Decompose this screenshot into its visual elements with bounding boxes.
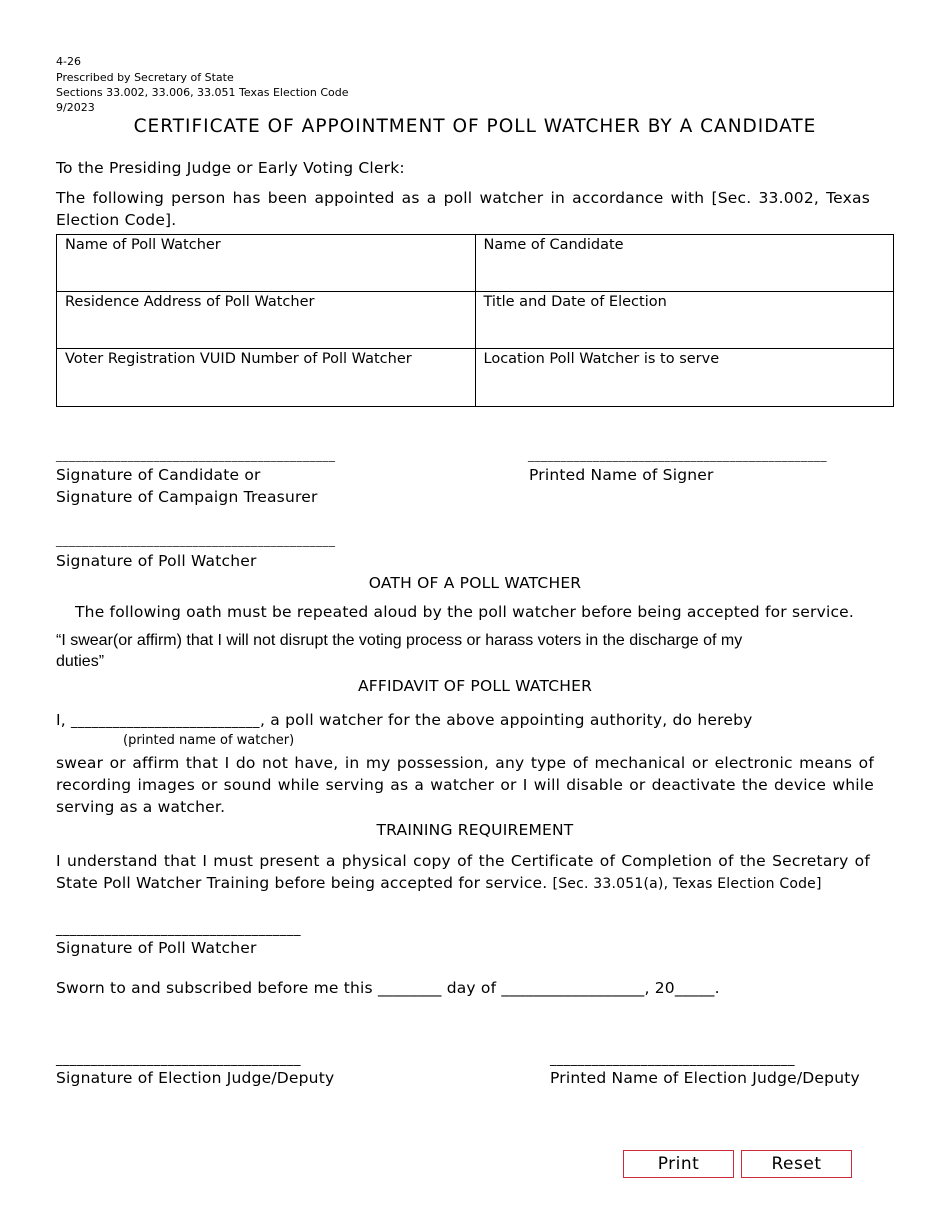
poll-watcher-name-field[interactable] bbox=[57, 235, 476, 292]
signer-name-label: Printed Name of Signer bbox=[529, 466, 714, 484]
intro-line-1: The following person has been appointed as a poll watcher in accordance with [Sec. 33.002, Texas bbox=[56, 189, 870, 207]
residence-address-label: Residence Address of Poll Watcher bbox=[65, 294, 315, 310]
election-title-date-field[interactable] bbox=[475, 292, 894, 349]
affidavit-line-1-rest: , a poll watcher for the above appointing authority, do hereby bbox=[260, 711, 753, 729]
judge-name-line[interactable]: ___________________________________ bbox=[550, 1052, 795, 1067]
candidate-name-label: Name of Candidate bbox=[483, 237, 624, 253]
intro-line-2: Election Code]. bbox=[56, 211, 177, 229]
vuid-number-label: Voter Registration VUID Number of Poll Watcher bbox=[65, 351, 412, 367]
watcher-printed-name-blank[interactable]: ___________________________ bbox=[71, 714, 261, 729]
candidate-signature-line[interactable]: ___________________________________________ bbox=[56, 448, 336, 462]
statute-sections: Sections 33.002, 33.006, 33.051 Texas Election Code bbox=[56, 86, 349, 99]
sworn-statement[interactable]: Sworn to and subscribed before me this ________ day of __________________, 20_____. bbox=[56, 979, 720, 997]
watcher-signature-label: Signature of Poll Watcher bbox=[56, 552, 257, 570]
candidate-name-field[interactable] bbox=[475, 235, 894, 292]
vuid-number-field[interactable] bbox=[57, 349, 476, 407]
affidavit-line-2: swear or affirm that I do not have, in my possession, any type of mechanical or electronic means of bbox=[56, 754, 874, 772]
training-line-1: I understand that I must present a physical copy of the Certificate of Completion of the Secretary of bbox=[56, 852, 870, 870]
oath-text-line-2: duties” bbox=[56, 653, 105, 670]
judge-signature-line[interactable]: ___________________________________ bbox=[56, 1052, 301, 1067]
revision-date: 9/2023 bbox=[56, 101, 95, 114]
affidavit-prefix: I, bbox=[56, 711, 72, 729]
oath-heading: OATH OF A POLL WATCHER bbox=[368, 574, 582, 592]
poll-watcher-name-label: Name of Poll Watcher bbox=[65, 237, 221, 253]
oath-instruction: The following oath must be repeated aloud by the poll watcher before being accepted for service. bbox=[75, 603, 855, 621]
candidate-signature-label-2: Signature of Campaign Treasurer bbox=[56, 488, 318, 506]
serve-location-label: Location Poll Watcher is to serve bbox=[483, 351, 720, 367]
residence-address-field[interactable] bbox=[57, 292, 476, 349]
serve-location-field[interactable] bbox=[475, 349, 894, 407]
judge-signature-label: Signature of Election Judge/Deputy bbox=[56, 1069, 335, 1087]
signer-name-line[interactable]: ______________________________________________ bbox=[528, 448, 827, 462]
form-number: 4-26 bbox=[56, 55, 81, 68]
watcher-signature-line-2[interactable]: ___________________________________ bbox=[56, 922, 301, 937]
page-title: CERTIFICATE OF APPOINTMENT OF POLL WATCHER BY A CANDIDATE bbox=[133, 116, 817, 137]
election-title-date-label: Title and Date of Election bbox=[483, 294, 667, 310]
training-heading: TRAINING REQUIREMENT bbox=[376, 821, 574, 839]
appointment-table bbox=[56, 234, 894, 407]
watcher-signature-label-2: Signature of Poll Watcher bbox=[56, 939, 257, 957]
prescribed-by: Prescribed by Secretary of State bbox=[56, 71, 234, 84]
affidavit-line-4: serving as a watcher. bbox=[56, 798, 226, 816]
judge-name-label: Printed Name of Election Judge/Deputy bbox=[550, 1069, 860, 1087]
affidavit-line-1 bbox=[56, 711, 753, 729]
print-button[interactable]: Print bbox=[623, 1150, 734, 1178]
candidate-signature-label-1: Signature of Candidate or bbox=[56, 466, 261, 484]
watcher-signature-line[interactable]: ___________________________________________ bbox=[56, 533, 336, 547]
affidavit-line-3: recording images or sound while serving as a watcher or I will disable or deactivate the device while bbox=[56, 776, 874, 794]
salutation: To the Presiding Judge or Early Voting Clerk: bbox=[56, 159, 405, 177]
oath-text-line-1: “I swear(or affirm) that I will not disrupt the voting process or harass voters in the discharge of my bbox=[56, 632, 743, 649]
training-line-2-text: State Poll Watcher Training before being accepted for service. bbox=[56, 874, 553, 892]
training-citation: [Sec. 33.051(a), Texas Election Code] bbox=[552, 876, 822, 892]
reset-button[interactable]: Reset bbox=[741, 1150, 852, 1178]
training-line-2 bbox=[56, 874, 822, 892]
affidavit-heading: AFFIDAVIT OF POLL WATCHER bbox=[357, 677, 593, 695]
printed-name-hint: (printed name of watcher) bbox=[123, 733, 295, 748]
